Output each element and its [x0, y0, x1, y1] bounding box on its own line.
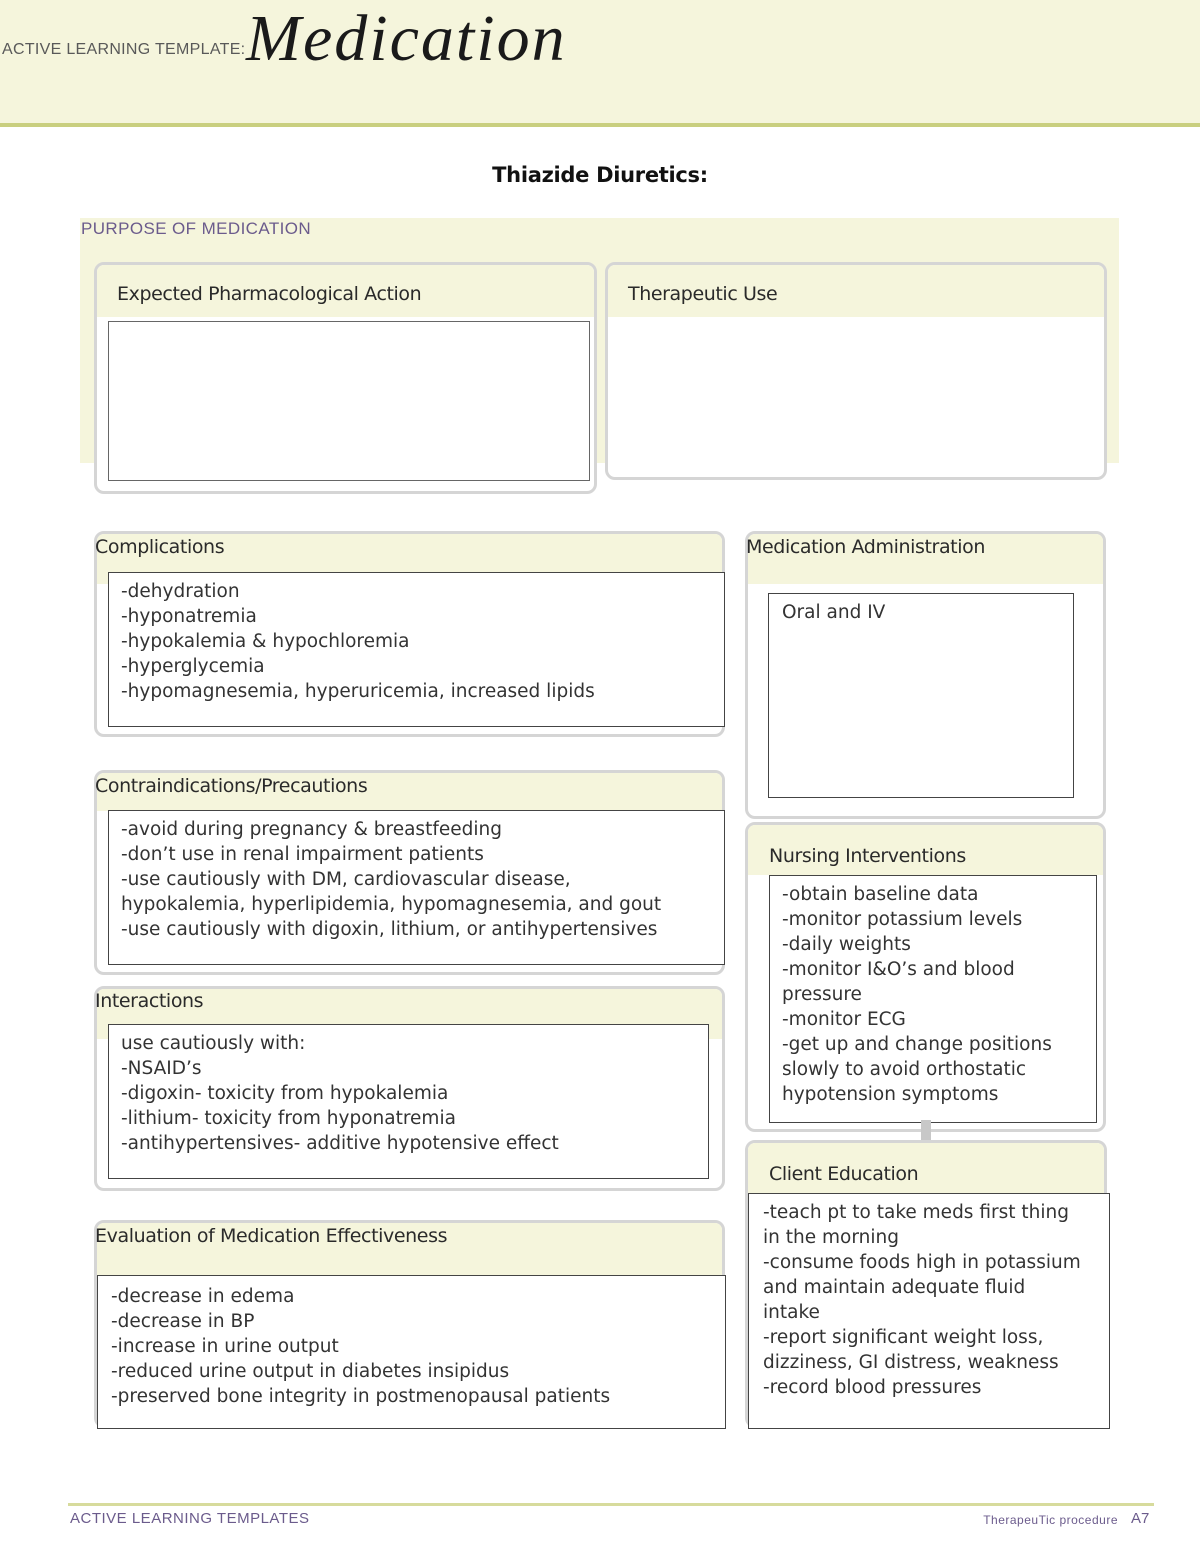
contraindications-card	[94, 770, 725, 975]
template-header	[0, 0, 1200, 123]
purpose-label: PURPOSE OF MEDICATION	[81, 219, 312, 238]
complications-list: -dehydration -hyponatremia -hypokalemia & hypochloremia -hyperglycemia -hypomagnesemia, hyperuricemia, increased lipids	[121, 581, 595, 702]
client-education-list: -teach pt to take meds first thing in the morning -consume foods high in potassium and maintain adequate fluid intake -report significant weight loss, dizziness, GI distress, weakness -record blood pressures	[763, 1202, 1081, 1398]
interactions-field[interactable]	[108, 1024, 709, 1179]
template-title: Medication	[246, 2, 567, 75]
medication-administration-list: Oral and IV	[782, 602, 886, 623]
footer-label: ACTIVE LEARNING TEMPLATES	[70, 1510, 310, 1527]
contraindications-title: Contraindications/Precautions	[95, 775, 368, 797]
nursing-interventions-card	[745, 822, 1106, 1132]
therapeutic-use-card	[605, 262, 1107, 480]
header-divider	[0, 123, 1200, 127]
page-number: A7	[1131, 1510, 1150, 1527]
footer-divider	[68, 1503, 1154, 1506]
medication-administration-title: Medication Administration	[746, 536, 985, 558]
complications-field[interactable]	[108, 572, 725, 727]
medication-administration-card	[745, 531, 1106, 819]
contraindications-field[interactable]	[108, 810, 725, 965]
footer-section: TherapeuTic procedure	[983, 1513, 1118, 1527]
interactions-list: use cautiously with: -NSAID’s -digoxin- toxicity from hypokalemia -lithium- toxicity from hyponatremia -antihypertensives- additive hypotensive effect	[121, 1033, 559, 1154]
nursing-interventions-field[interactable]	[769, 875, 1097, 1123]
template-label: ACTIVE LEARNING TEMPLATE:	[2, 41, 246, 58]
client-education-card	[745, 1140, 1107, 1428]
expected-action-title: Expected Pharmacological Action	[117, 283, 422, 305]
expected-action-field[interactable]	[108, 321, 590, 481]
expected-action-card	[94, 262, 597, 494]
evaluation-title: Evaluation of Medication Effectiveness	[95, 1225, 448, 1247]
nursing-interventions-list: -obtain baseline data -monitor potassium levels -daily weights -monitor I&O’s and blood pressure -monitor ECG -get up and change positions slowly to avoid orthostatic hypotension symptoms	[782, 884, 1052, 1105]
contraindications-list: -avoid during pregnancy & breastfeeding -don’t use in renal impairment patients -use cautiously with DM, cardiovascular disease, hypokalemia, hyperlipidemia, hypomagnesemia, and gout -use cautiously with digoxin, lithium, or antihypertensives	[121, 819, 662, 940]
client-education-field[interactable]	[748, 1193, 1110, 1429]
evaluation-list: -decrease in edema -decrease in BP -increase in urine output -reduced urine output in diabetes insipidus -preserved bone integrity in postmenopausal patients	[111, 1286, 611, 1407]
medication-administration-field[interactable]	[768, 593, 1074, 798]
complications-title: Complications	[95, 536, 225, 558]
client-education-title: Client Education	[769, 1163, 919, 1185]
therapeutic-use-title: Therapeutic Use	[628, 283, 778, 305]
interactions-title: Interactions	[95, 990, 204, 1012]
evaluation-field[interactable]	[97, 1275, 726, 1429]
complications-card	[94, 531, 725, 737]
interactions-card	[94, 986, 725, 1191]
nursing-interventions-title: Nursing Interventions	[769, 845, 966, 867]
evaluation-card	[94, 1220, 725, 1428]
document-title: Thiazide Diuretics:	[492, 163, 708, 187]
card-connector	[921, 1120, 931, 1140]
